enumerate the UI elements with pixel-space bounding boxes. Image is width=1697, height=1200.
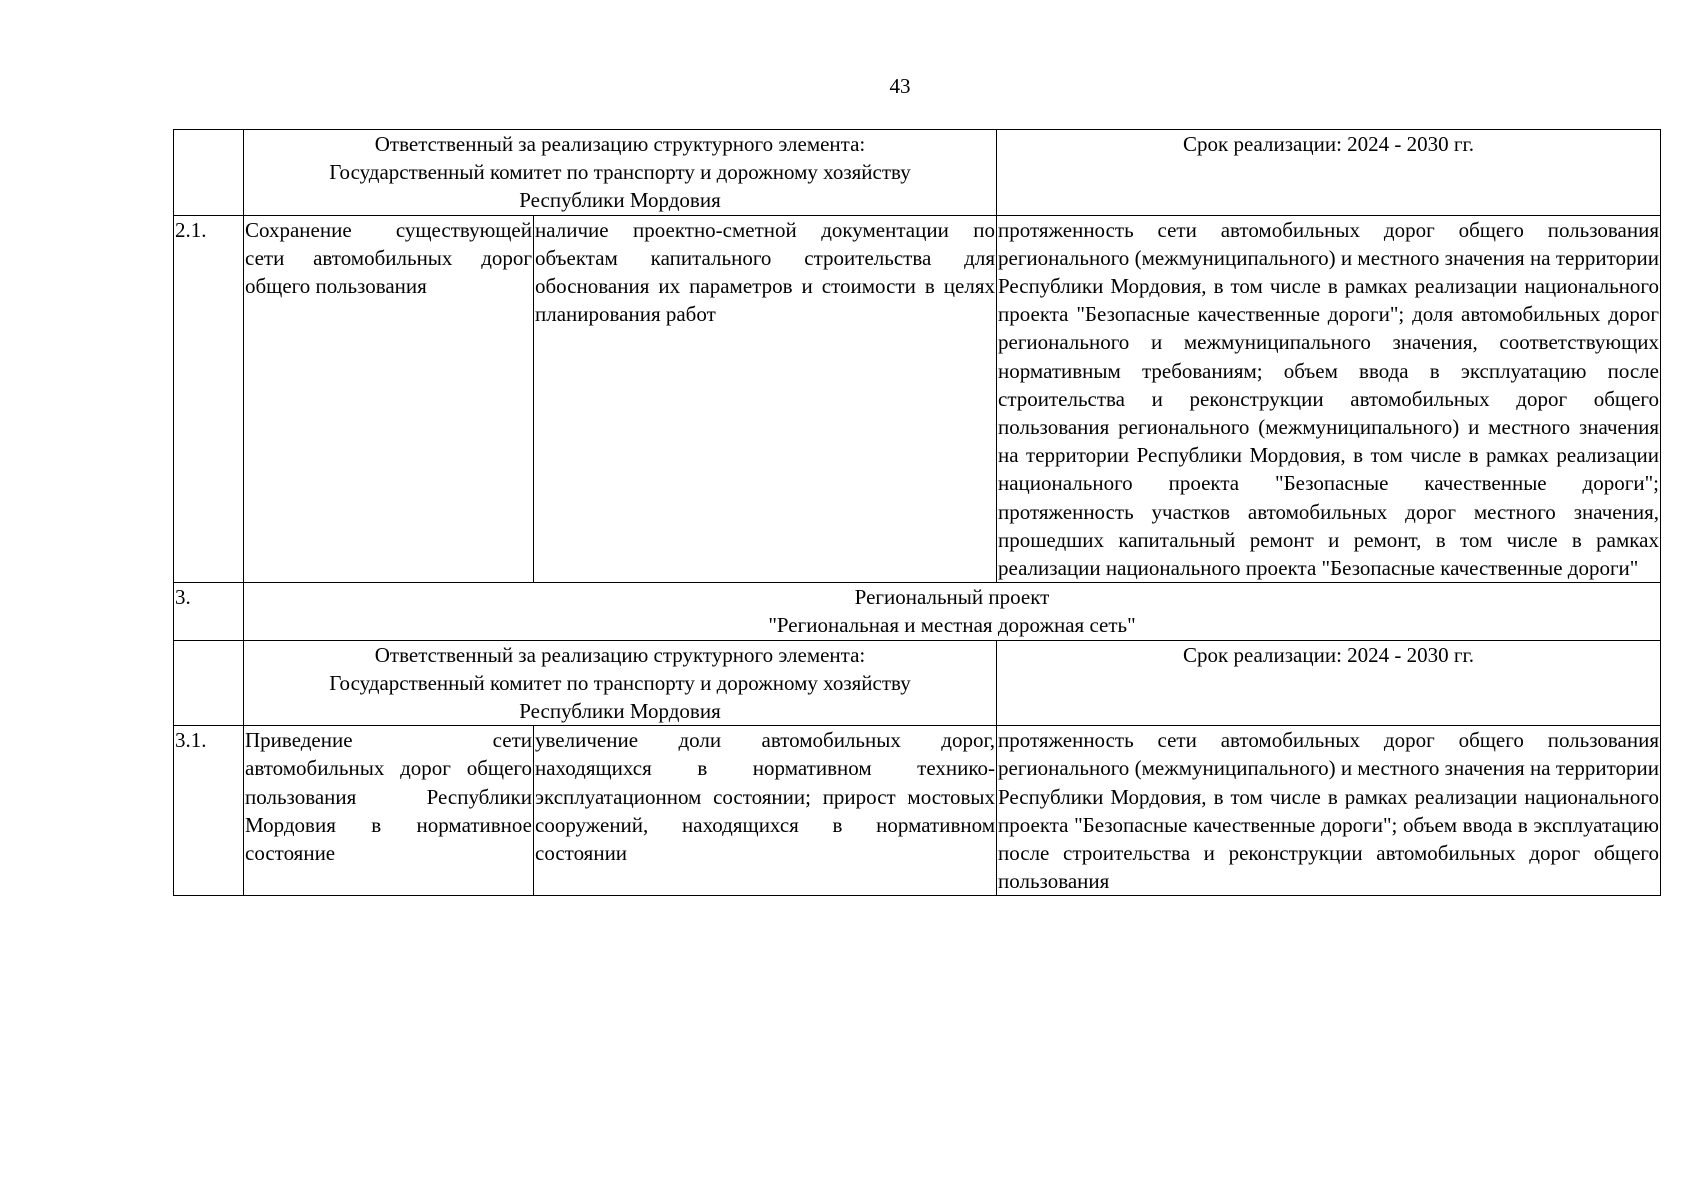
responsible-row-3 xyxy=(174,640,1661,726)
indicators-text: протяженность сети автомобильных дорог общего пользования регионального (межмуниципального) и местного значения на территории Республики Мордовия, в том числе в рамках реализации национального проекта "Безопасные качественные дороги"; доля автомобильных дорог регионального и межмуниципального значения, соответствующих нормативным требованиям; объем ввода в эксплуатацию после строительства и реконструкции автомобильных дорог общего пользования регионального (межмуниципального) и местного значения на территории Республики Мордовия, в том числе в рамках реализации национального проекта "Безопасные качественные дороги"; протяженность участков автомобильных дорог местного значения, прошедших капитальный ремонт и ремонт, в том числе в рамках реализации национального проекта "Безопасные качественные дороги" xyxy=(997,215,1661,583)
responsible-line: Ответственный за реализацию структурного элемента: xyxy=(374,642,866,667)
project-row-3 xyxy=(174,583,1661,640)
term-cell: Срок реализации: 2024 - 2030 гг. xyxy=(997,130,1661,216)
term-cell: Срок реализации: 2024 - 2030 гг. xyxy=(997,640,1661,726)
indicators-text: протяженность сети автомобильных дорог общего пользования регионального (межмуниципального) и местного значения на территории Республики Мордовия, в том числе в рамках реализации национального проекта "Безопасные качественные дороги"; объем ввода в эксплуатацию после строительства и реконструкции автомобильных дорог общего пользования xyxy=(997,726,1661,896)
empty-number-cell xyxy=(174,640,244,726)
responsible-cell xyxy=(244,640,997,726)
page-number: 43 xyxy=(889,74,911,98)
responsible-line: Государственный комитет по транспорту и дорожному хозяйству xyxy=(329,670,911,695)
effect-text: наличие проектно-сметной документации по объектам капитального строительства для обоснования их параметров и стоимости в целях планирования работ xyxy=(534,215,997,583)
responsible-line: Республики Мордовия xyxy=(519,188,721,213)
row-number: 2.1. xyxy=(174,215,244,583)
responsible-row-2 xyxy=(174,130,1661,216)
task-row-3-1 xyxy=(174,726,1661,896)
responsible-line: Республики Мордовия xyxy=(519,699,721,724)
project-name-line: "Региональная и местная дорожная сеть" xyxy=(768,613,1136,638)
task-text: Сохранение существующей сети автомобильных дорог общего пользования xyxy=(244,215,534,583)
empty-number-cell xyxy=(174,130,244,216)
responsible-line: Ответственный за реализацию структурного элемента: xyxy=(374,132,866,156)
measures-table xyxy=(173,129,1661,896)
effect-text: увеличение доли автомобильных дорог, находящихся в нормативном технико-эксплуатационном состоянии; прирост мостовых сооружений, находящихся в нормативном состоянии xyxy=(534,726,997,896)
project-title-line: Региональный проект xyxy=(854,585,1050,610)
responsible-cell xyxy=(244,130,997,216)
row-number: 3.1. xyxy=(174,726,244,896)
project-title-cell xyxy=(244,583,1661,640)
responsible-line: Государственный комитет по транспорту и дорожному хозяйству xyxy=(329,160,911,185)
task-text: Приведение сети автомобильных дорог общего пользования Республики Мордовия в нормативное состояние xyxy=(244,726,534,896)
row-number: 3. xyxy=(174,583,244,640)
task-row-2-1 xyxy=(174,215,1661,583)
